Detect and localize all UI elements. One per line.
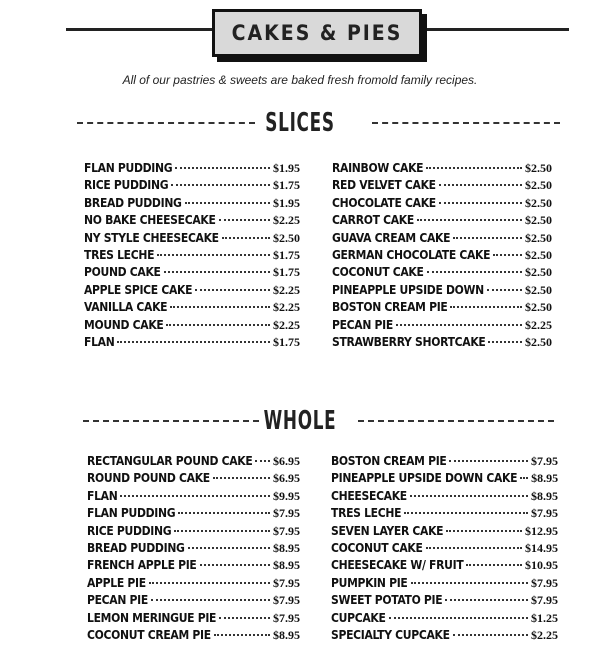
dot-leader: [178, 512, 270, 514]
menu-item-price: $2.50: [273, 230, 300, 245]
section-title: SLICES: [265, 108, 335, 138]
dot-leader: [185, 202, 270, 204]
menu-item-price: $7.95: [273, 523, 300, 538]
menu-item: [331, 576, 558, 593]
menu-item: [331, 506, 558, 523]
menu-item-name: COCONUT CREAM PIE: [87, 627, 211, 642]
menu-item: [84, 248, 300, 265]
menu-item-name: GUAVA CREAM CAKE: [332, 230, 451, 245]
dot-leader: [174, 530, 270, 532]
menu-item: [87, 541, 300, 558]
menu-column-whole-right: [331, 454, 558, 645]
menu-item: [87, 524, 300, 541]
menu-item-name: APPLE PIE: [87, 575, 146, 590]
dot-leader: [396, 324, 522, 326]
menu-item-price: $2.25: [531, 627, 558, 642]
menu-item-price: $1.25: [531, 610, 558, 625]
menu-item: [331, 524, 558, 541]
page-title: CAKES & PIES: [212, 9, 422, 57]
menu-item: [84, 213, 300, 230]
dot-leader: [219, 617, 270, 619]
menu-item-name: POUND CAKE: [84, 265, 161, 280]
menu-item-price: $1.75: [273, 247, 300, 262]
menu-item: [331, 611, 558, 628]
dot-leader: [427, 271, 522, 273]
menu-item-price: $2.25: [273, 282, 300, 297]
menu-item-name: CHEESECAKE: [331, 488, 407, 503]
menu-item-name: CARROT CAKE: [332, 213, 414, 228]
dot-leader: [426, 167, 522, 169]
menu-item-price: $2.50: [525, 282, 552, 297]
menu-item-price: $2.50: [525, 213, 552, 228]
menu-item: [331, 593, 558, 610]
menu-item-name: SEVEN LAYER CAKE: [331, 523, 444, 538]
dot-leader: [157, 254, 270, 256]
menu-item-price: $2.25: [273, 213, 300, 228]
menu-item: [87, 558, 300, 575]
menu-item-name: LEMON MERINGUE PIE: [87, 610, 217, 625]
menu-item-price: $7.95: [273, 575, 300, 590]
menu-item-name: MOUND CAKE: [84, 317, 164, 332]
menu-item: [87, 576, 300, 593]
menu-item-price: $9.95: [273, 488, 300, 503]
menu-item: [87, 628, 300, 645]
menu-item: [332, 283, 552, 300]
menu-item-name: CHEESECAKE W/ FRUIT: [331, 558, 464, 573]
menu-item: [332, 161, 552, 178]
dot-leader: [175, 167, 270, 169]
menu-item-price: $2.25: [273, 317, 300, 332]
menu-item: [87, 489, 300, 506]
menu-item-price: $7.95: [273, 506, 300, 521]
menu-item: [332, 300, 552, 317]
dot-leader: [426, 547, 522, 549]
menu-item-name: FRENCH APPLE PIE: [87, 558, 197, 573]
menu-item-price: $6.95: [273, 471, 300, 486]
menu-item-name: PECAN PIE: [87, 593, 148, 608]
dot-leader: [117, 341, 270, 343]
dot-leader: [487, 289, 522, 291]
menu-item-name: SWEET POTATO PIE: [331, 593, 443, 608]
dot-leader: [411, 582, 528, 584]
menu-item-price: $2.50: [525, 247, 552, 262]
dot-leader: [170, 306, 270, 308]
heading-rule-right: [372, 122, 560, 124]
menu-item-price: $7.95: [273, 610, 300, 625]
menu-item: [331, 558, 558, 575]
menu-item: [87, 506, 300, 523]
dot-leader: [466, 564, 522, 566]
dot-leader: [439, 184, 522, 186]
menu-item-price: $6.95: [273, 454, 300, 468]
menu-item: [87, 454, 300, 471]
menu-item: [84, 196, 300, 213]
menu-item-name: PINEAPPLE UPSIDE DOWN: [332, 282, 484, 297]
menu-item-name: FLAN: [84, 334, 115, 349]
menu-item-price: $7.95: [531, 506, 558, 521]
menu-item-price: $1.75: [273, 178, 300, 193]
menu-item-price: $1.75: [273, 334, 300, 349]
menu-item-name: PUMPKIN PIE: [331, 575, 408, 590]
dot-leader: [222, 237, 270, 239]
menu-item-name: RAINBOW CAKE: [332, 161, 424, 175]
menu-item-name: BOSTON CREAM PIE: [331, 454, 447, 468]
dot-leader: [219, 219, 270, 221]
menu-item-name: RICE PUDDING: [87, 523, 172, 538]
dot-leader: [120, 495, 270, 497]
menu-item: [332, 335, 552, 352]
menu-item-name: PINEAPPLE UPSIDE DOWN CAKE: [331, 471, 518, 486]
menu-item-name: GERMAN CHOCOLATE CAKE: [332, 247, 491, 262]
menu-item-price: $2.50: [525, 265, 552, 280]
menu-item: [331, 628, 558, 645]
menu-item-name: NO BAKE CHEESECAKE: [84, 213, 216, 228]
menu-item-price: $14.95: [525, 540, 558, 555]
dot-leader: [493, 254, 522, 256]
dot-leader: [450, 306, 522, 308]
menu-item: [331, 541, 558, 558]
menu-item-price: $2.25: [273, 300, 300, 315]
menu-item: [332, 196, 552, 213]
dot-leader: [439, 202, 522, 204]
menu-item: [332, 231, 552, 248]
dot-leader: [404, 512, 528, 514]
menu-item-name: PECAN PIE: [332, 317, 393, 332]
menu-item-price: $7.95: [531, 593, 558, 608]
menu-item: [331, 471, 558, 488]
menu-item: [84, 265, 300, 282]
menu-item-name: RED VELVET CAKE: [332, 178, 436, 193]
menu-item-name: CUPCAKE: [331, 610, 386, 625]
section-title: WHOLE: [263, 406, 337, 436]
menu-item-name: APPLE SPICE CAKE: [84, 282, 193, 297]
menu-column-whole-left: [87, 454, 300, 645]
menu-item-name: TRES LECHE: [84, 247, 155, 262]
section-heading-slices: [0, 108, 600, 138]
menu-item-price: $12.95: [525, 523, 558, 538]
dot-leader: [453, 634, 528, 636]
menu-item-name: BREAD PUDDING: [84, 195, 182, 210]
menu-item-price: $10.95: [525, 558, 558, 573]
dot-leader: [520, 477, 528, 479]
menu-item: [84, 300, 300, 317]
dot-leader: [445, 599, 528, 601]
dot-leader: [417, 219, 522, 221]
menu-item-name: STRAWBERRY SHORTCAKE: [332, 334, 486, 349]
menu-item: [332, 178, 552, 195]
menu-item-price: $2.50: [525, 178, 552, 193]
menu-item-name: COCONUT CAKE: [331, 540, 423, 555]
menu-item-price: $8.95: [273, 627, 300, 642]
dot-leader: [166, 324, 270, 326]
dot-leader: [213, 477, 270, 479]
title-rule-left: [66, 28, 212, 31]
menu-item-price: $1.95: [273, 195, 300, 210]
menu-item-price: $2.50: [525, 300, 552, 315]
menu-item-name: BREAD PUDDING: [87, 540, 185, 555]
menu-item-name: RICE PUDDING: [84, 178, 169, 193]
menu-item-price: $7.95: [531, 454, 558, 468]
dot-leader: [195, 289, 270, 291]
menu-item-price: $2.50: [525, 230, 552, 245]
menu-item-price: $8.95: [531, 488, 558, 503]
menu-item-name: FLAN PUDDING: [84, 161, 173, 175]
dot-leader: [149, 582, 270, 584]
menu-item-name: FLAN PUDDING: [87, 506, 176, 521]
section-heading-whole: [0, 406, 600, 436]
menu-item: [332, 248, 552, 265]
dot-leader: [214, 634, 270, 636]
menu-item-price: $1.75: [273, 265, 300, 280]
dot-leader: [151, 599, 270, 601]
menu-item-price: $8.95: [273, 558, 300, 573]
menu-item: [87, 471, 300, 488]
menu-item-price: $1.95: [273, 161, 300, 175]
menu-item-price: $7.95: [273, 593, 300, 608]
menu-item: [332, 213, 552, 230]
menu-column-slices-right: [332, 161, 552, 352]
menu-item-name: TRES LECHE: [331, 506, 402, 521]
heading-rule-right: [358, 420, 554, 422]
title-rule-right: [419, 28, 569, 31]
menu-item-name: BOSTON CREAM PIE: [332, 300, 448, 315]
menu-item-price: $2.50: [525, 334, 552, 349]
menu-item-name: FLAN: [87, 488, 118, 503]
dot-leader: [488, 341, 522, 343]
menu-item-name: SPECIALTY CUPCAKE: [331, 627, 450, 642]
dot-leader: [188, 547, 270, 549]
menu-item: [84, 161, 300, 178]
menu-item: [84, 231, 300, 248]
menu-item-price: $7.95: [531, 575, 558, 590]
tagline: All of our pastries & sweets are baked fresh fromold family recipes.: [122, 73, 478, 87]
menu-item-price: $2.50: [525, 161, 552, 175]
menu-item-name: VANILLA CAKE: [84, 300, 168, 315]
menu-item: [332, 318, 552, 335]
menu-item: [87, 593, 300, 610]
dot-leader: [389, 617, 528, 619]
dot-leader: [200, 564, 270, 566]
menu-item-price: $2.25: [525, 317, 552, 332]
dot-leader: [171, 184, 270, 186]
menu-item-name: CHOCOLATE CAKE: [332, 195, 436, 210]
menu-item-price: $2.50: [525, 195, 552, 210]
menu-item: [331, 489, 558, 506]
menu-item: [84, 178, 300, 195]
menu-item-price: $8.95: [531, 471, 559, 486]
menu-item: [84, 283, 300, 300]
menu-item-name: ROUND POUND CAKE: [87, 471, 210, 486]
menu-item: [332, 265, 552, 282]
menu-item-price: $8.95: [273, 540, 300, 555]
menu-column-slices-left: [84, 161, 300, 352]
menu-item-name: COCONUT CAKE: [332, 265, 424, 280]
dot-leader: [446, 530, 522, 532]
dot-leader: [410, 495, 528, 497]
menu-item-name: NY STYLE CHEESECAKE: [84, 230, 219, 245]
menu-item: [84, 335, 300, 352]
dot-leader: [164, 271, 270, 273]
dot-leader: [449, 460, 528, 462]
dot-leader: [453, 237, 522, 239]
menu-item: [84, 318, 300, 335]
menu-item-name: RECTANGULAR POUND CAKE: [87, 454, 253, 468]
dot-leader: [255, 460, 270, 462]
menu-item: [331, 454, 558, 471]
menu-item: [87, 611, 300, 628]
